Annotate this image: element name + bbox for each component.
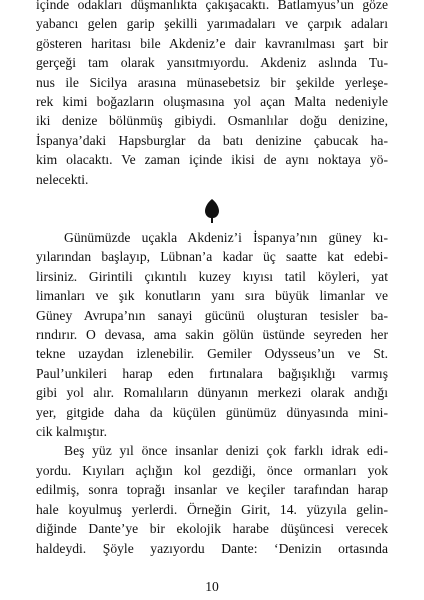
text-line: Beş yüz yıl önce insanlar denizi çok farklı idrak edi- (64, 443, 388, 459)
text-block-bottom (36, 228, 388, 558)
text-line: lirsiniz. Girintili çıkıntılı kuzey kıyısı tatil köyleri, yat (36, 268, 388, 284)
text-line: gösteren haritası bile Akdeniz’e dair kavranılması şart bir (36, 35, 388, 51)
text-line: nelecekti. (36, 171, 89, 187)
text-line: yabancı gelen garip şekilli yarımadaları ve çarpık adaları (36, 16, 388, 32)
text-line: kim olacaktı. Ve zaman içinde ikisi de aynı noktaya yö- (36, 152, 388, 168)
text-line: nus ile Sicilya arasına münasebetsiz bir şekilde yerleşe- (36, 74, 388, 90)
text-line: içinde odakları düşmanlıkta çakışacaktı. Batlamyus’un göze (36, 0, 388, 12)
text-line: haldeydi. Şöyle yazıyordu Dante: ‘Denizin ortasında (36, 540, 388, 556)
tree-icon (199, 198, 225, 224)
text-line: yordu. Kıyıları açlığın kol gezdiği, önce ormanları yok (36, 462, 388, 478)
text-line: diğinde Dante’ye bir ekolojik harabe düşüncesi verecek (36, 521, 388, 537)
text-line: iki denize bölünmüş gibiydi. Osmanlılar doğu denizine, (36, 113, 388, 129)
text-line: rındırır. O devasa, ama sakin gölün üstünde seyreden her (36, 327, 388, 343)
text-line: Paul’unkileri harap eden fırtınalara bağışıklığı varmış (36, 365, 388, 381)
text-line: gibi yol alır. Romalıların dünyanın merkezi olarak andığı (36, 385, 388, 401)
page-number: 10 (205, 579, 219, 594)
text-line: rek kimi boğazların oluşmasına yol açan Malta nedeniyle (36, 94, 388, 110)
text-line: edilmiş, sonra toprağı insanlar ve keçiler tarafından harap (36, 482, 388, 498)
text-line: Günümüzde uçakla Akdeniz’i İspanya’nın güney kı- (64, 230, 388, 245)
text-line: cik kalmıştır. (36, 424, 107, 440)
text-line: yer, gitgide daha da küçülen günümüz dünyasında mini- (36, 404, 388, 420)
text-line: gerçeği tam olarak yansıtmıyordu. Akdeniz aslında Tu- (36, 55, 388, 71)
text-block-top (36, 0, 388, 189)
text-line: limanları ve şık konutların yanı sıra büyük limanlar ve (36, 288, 388, 304)
text-line: İspanya’daki Hapsburglar da batı denizine çabucak ha- (36, 132, 388, 148)
text-line: yılarından başlayıp, Lübnan’a kadar üç saatte kat edebi- (36, 249, 388, 265)
text-line: Güney Avrupa’nın sanayi gücünü oluşturan tesisler ba- (36, 307, 388, 323)
text-line: hale koyulmuş yerlerdi. Örneğin Girit, 14. yüzyıla gelin- (36, 501, 388, 517)
text-line: tekne uzaydan izlenebilir. Gemiler Odysseus’un ve St. (36, 346, 388, 362)
